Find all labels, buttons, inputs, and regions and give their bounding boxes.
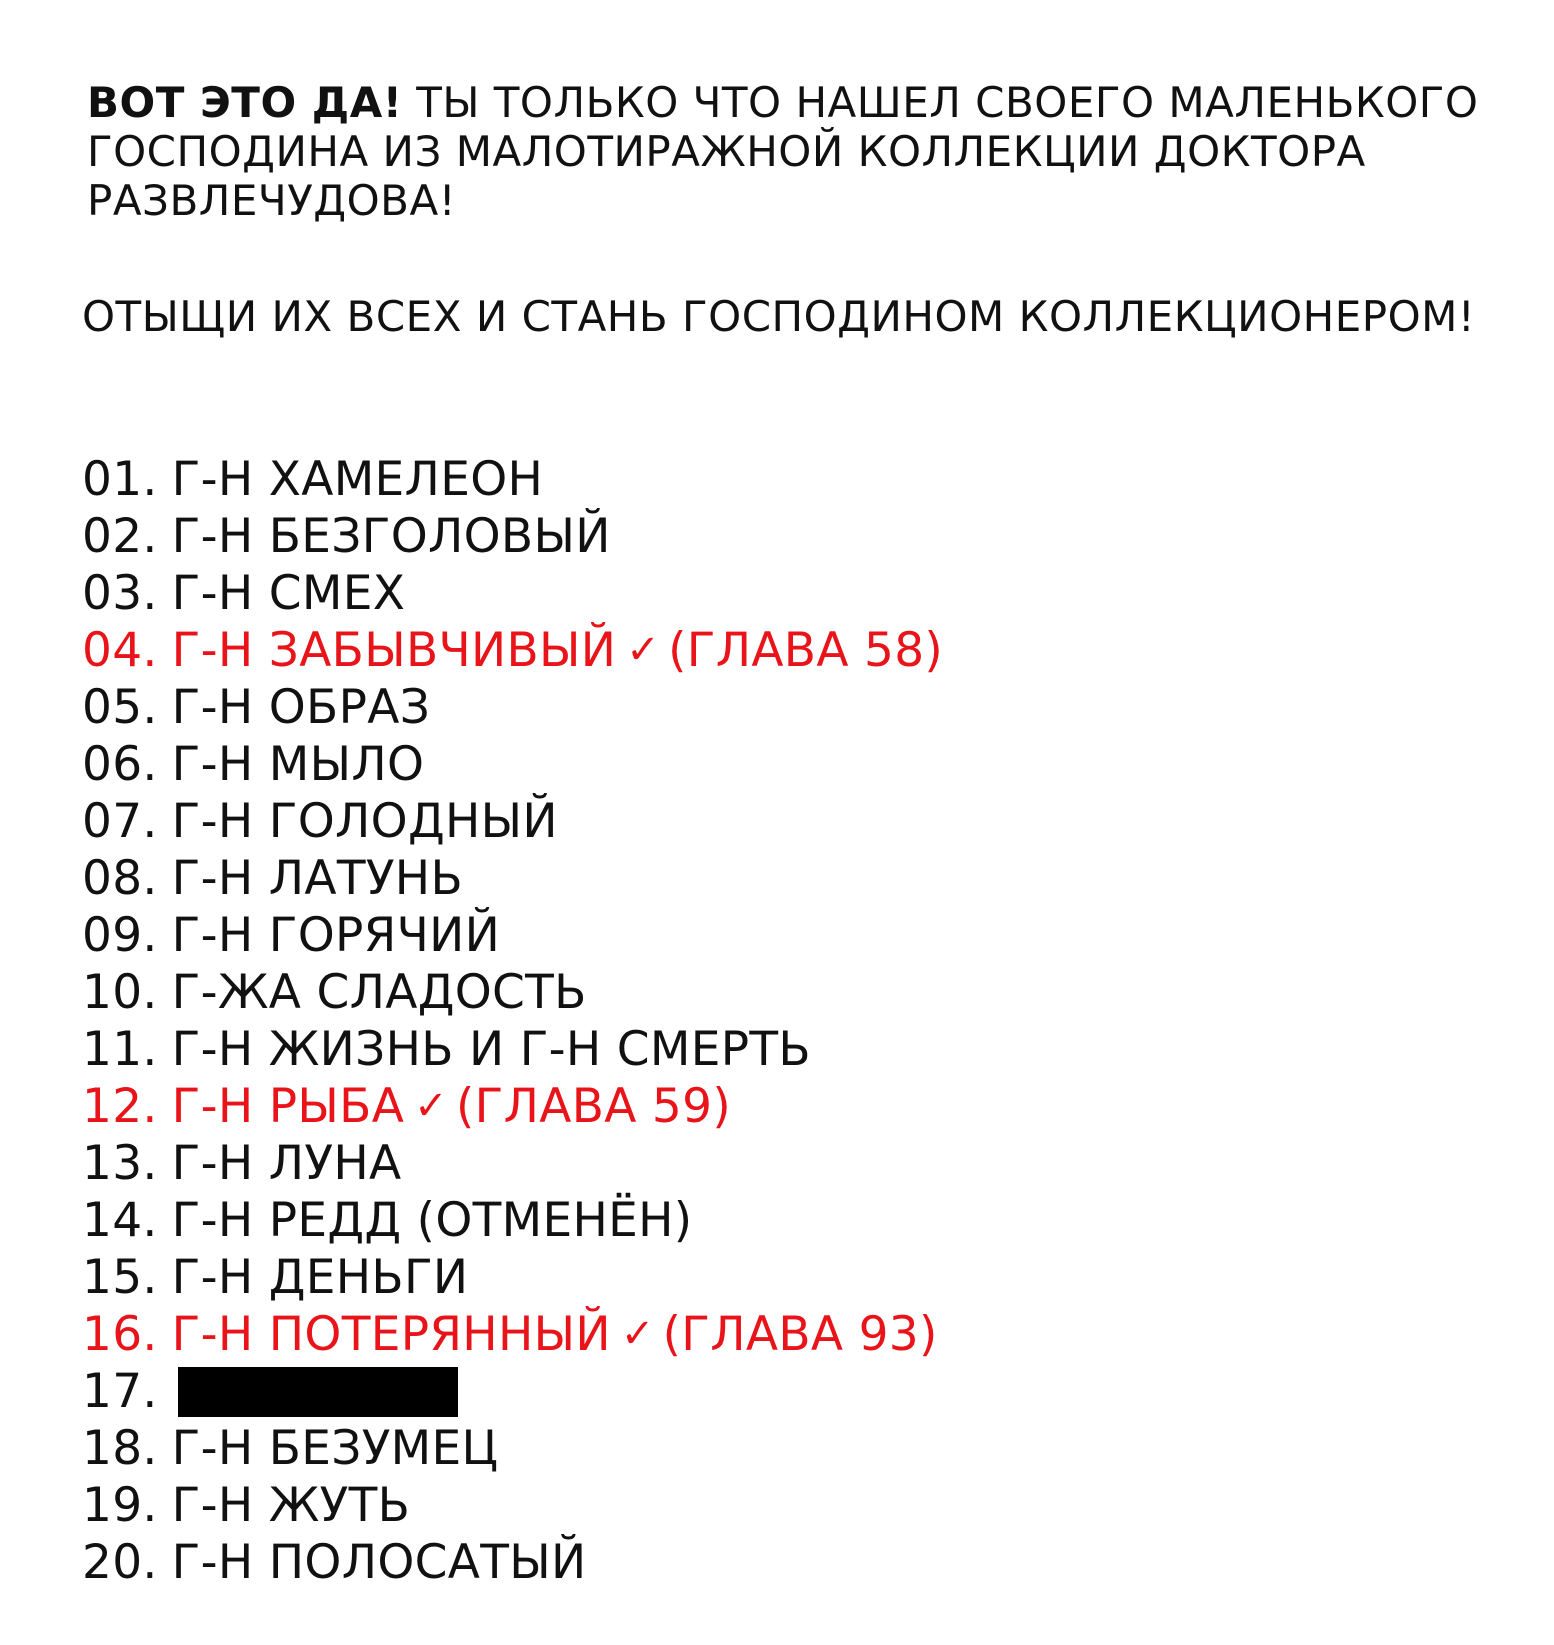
item-name: Г-Н БЕЗГОЛОВЫЙ [171,509,611,564]
list-item [82,850,943,907]
list-item [82,1135,943,1192]
item-name: Г-Н РЕДД (ОТМЕНЁН) [171,1193,693,1248]
item-name: Г-Н МЫЛО [171,737,425,792]
list-item-found [82,1078,943,1135]
list-item [82,565,943,622]
item-name: Г-Н ПОТЕРЯННЫЙ [171,1307,611,1362]
item-number: 09. [82,908,158,963]
list-item [82,1420,943,1477]
item-number: 05. [82,680,158,735]
list-item [82,1249,943,1306]
item-number: 18. [82,1421,158,1476]
item-number: 13. [82,1136,158,1191]
list-item [82,508,943,565]
list-item [82,679,943,736]
item-name: Г-Н ЖУТЬ [171,1478,411,1533]
check-mark-icon: ✓ [620,1311,655,1357]
item-name: Г-ЖА СЛАДОСТЬ [171,965,587,1020]
intro-paragraph [87,78,1497,225]
item-name: Г-Н СМЕХ [171,566,406,621]
item-chapter: (ГЛАВА 58) [668,623,944,678]
item-name: Г-Н ПОЛОСАТЫЙ [171,1535,587,1590]
list-item-found [82,622,943,679]
item-number: 08. [82,851,158,906]
item-number: 10. [82,965,158,1020]
item-number: 16. [82,1307,158,1362]
call-to-action: ОТЫЩИ ИХ ВСЕХ И СТАНЬ ГОСПОДИНОМ КОЛЛЕКЦИОНЕРОМ! [82,292,1476,341]
intro-exclamation: ВОТ ЭТО ДА! [87,78,403,127]
list-item [82,1477,943,1534]
item-number: 15. [82,1250,158,1305]
redacted-name-bar [178,1367,458,1417]
check-mark-icon: ✓ [626,627,661,673]
list-item [82,736,943,793]
item-number: 11. [82,1022,158,1077]
item-name: Г-Н ЛУНА [171,1136,402,1191]
collection-list [82,451,943,1591]
item-name: Г-Н ХАМЕЛЕОН [171,452,544,507]
check-mark-icon: ✓ [414,1083,448,1129]
item-name: Г-Н ЗАБЫВЧИВЫЙ [171,623,617,678]
item-name: Г-Н ГОЛОДНЫЙ [171,794,558,849]
item-number: 02. [82,509,158,564]
list-item [82,1534,943,1591]
item-number: 03. [82,566,158,621]
item-name: Г-Н ЖИЗНЬ И Г-Н СМЕРТЬ [171,1022,811,1077]
item-number: 19. [82,1478,158,1533]
item-number: 06. [82,737,158,792]
item-name: Г-Н ДЕНЬГИ [171,1250,469,1305]
list-item [82,451,943,508]
item-number: 01. [82,452,158,507]
list-item [82,793,943,850]
list-item [82,964,943,1021]
item-chapter: (ГЛАВА 59) [456,1079,731,1134]
item-name: Г-Н БЕЗУМЕЦ [171,1421,499,1476]
list-item [82,1192,943,1249]
item-number: 12. [82,1079,158,1134]
item-name: Г-Н ГОРЯЧИЙ [171,908,501,963]
item-number: 20. [82,1535,158,1590]
item-number: 17. [82,1364,158,1419]
intro-text: ТЫ ТОЛЬКО ЧТО НАШЕЛ СВОЕГО МАЛЕНЬКОГО ГОСПОДИНА ИЗ МАЛОТИРАЖНОЙ КОЛЛЕКЦИИ ДОКТОРА РАЗВЛЕЧУДОВА! [87,78,1479,225]
list-item [82,1363,943,1420]
item-name: Г-Н ОБРАЗ [171,680,431,735]
item-name: Г-Н ЛАТУНЬ [171,851,463,906]
list-item-found [82,1306,943,1363]
list-item [82,907,943,964]
item-number: 14. [82,1193,158,1248]
list-item [82,1021,943,1078]
item-name: Г-Н РЫБА [171,1079,405,1134]
item-number: 07. [82,794,158,849]
item-chapter: (ГЛАВА 93) [662,1307,938,1362]
item-number: 04. [82,623,158,678]
